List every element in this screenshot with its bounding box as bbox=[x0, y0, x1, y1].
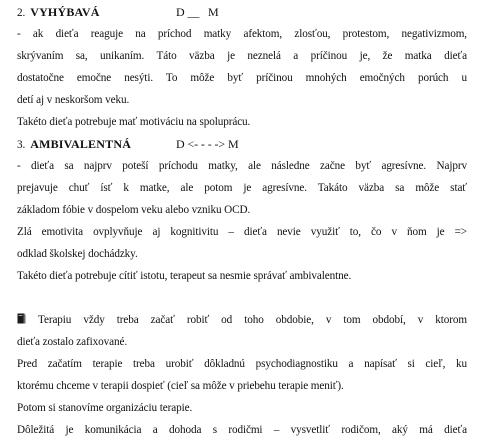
therapy-line: Pred začatím terapie treba urobiť dôkladnú psychodiagnostiku a napísať si cieľ, ku bbox=[17, 358, 467, 370]
section-3-heading bbox=[17, 137, 239, 152]
section-3-number: 3. bbox=[17, 139, 26, 151]
section-3-line: - dieťa sa najprv poteší príchodu matky, ale následne začne byť agresívne. Najprv bbox=[17, 160, 467, 172]
section-3-line: Takéto dieťa potrebuje cítiť istotu, terapeut sa nesmie správať ambivalentne. bbox=[17, 270, 352, 282]
therapy-line: dieťa zostalo zafixované. bbox=[17, 336, 128, 348]
therapy-line: Dôležitá je komunikácia a dohoda s rodičmi – vysvetliť rodičom, aký má dieťa bbox=[17, 424, 467, 436]
section-2-line: Takéto dieťa potrebuje mať motiváciu na spoluprácu. bbox=[17, 116, 251, 128]
section-2-heading bbox=[17, 5, 219, 20]
section-2-line: skrývaním sa, unikaním. Táto väzba je neznelá a príčinou je, že matka dieťa bbox=[17, 50, 467, 62]
section-2-title: VYHÝBAVÁ bbox=[30, 5, 100, 19]
section-2-line: detí aj v neskoršom veku. bbox=[17, 94, 130, 106]
therapy-line: Potom si stanovíme organizáciu terapie. bbox=[17, 402, 193, 414]
section-3-line: prejavuje chuť ísť k matke, ale potom je agresívne. Takáto väzba sa môže stať bbox=[17, 182, 467, 194]
therapy-line: Terapiu vždy treba začať robiť od toho obdobie, v tom období, v ktorom bbox=[38, 314, 467, 326]
section-2-line: dostatočne emočne nesýti. To môže byť príčinou mnohých emočných porúch u bbox=[17, 72, 467, 84]
section-2-number: 2. bbox=[17, 7, 26, 19]
section-2-line: - ak dieťa reaguje na príchod matky afektom, zlosťou, protestom, negativizmom, bbox=[17, 28, 467, 40]
section-3-title: AMBIVALENTNÁ bbox=[30, 137, 132, 151]
therapy-line-with-bullet bbox=[17, 313, 467, 327]
section-3-line: základom fóbie v dospelom veku alebo vzniku OCD. bbox=[17, 204, 251, 216]
therapy-line: ktorému chceme v terapii dospieť (cieľ sa môže v priebehu terapie meniť). bbox=[17, 380, 344, 392]
book-icon bbox=[17, 313, 26, 324]
section-3-line: odklad školskej dochádzky. bbox=[17, 248, 138, 260]
section-2-formula: D __ M bbox=[176, 5, 219, 19]
section-3-formula: D <- - - -> M bbox=[176, 137, 239, 151]
section-3-line: Zlá emotivita ovplyvňuje aj kognitivitu – dieťa nevie využiť to, čo v ňom je => bbox=[17, 226, 467, 238]
